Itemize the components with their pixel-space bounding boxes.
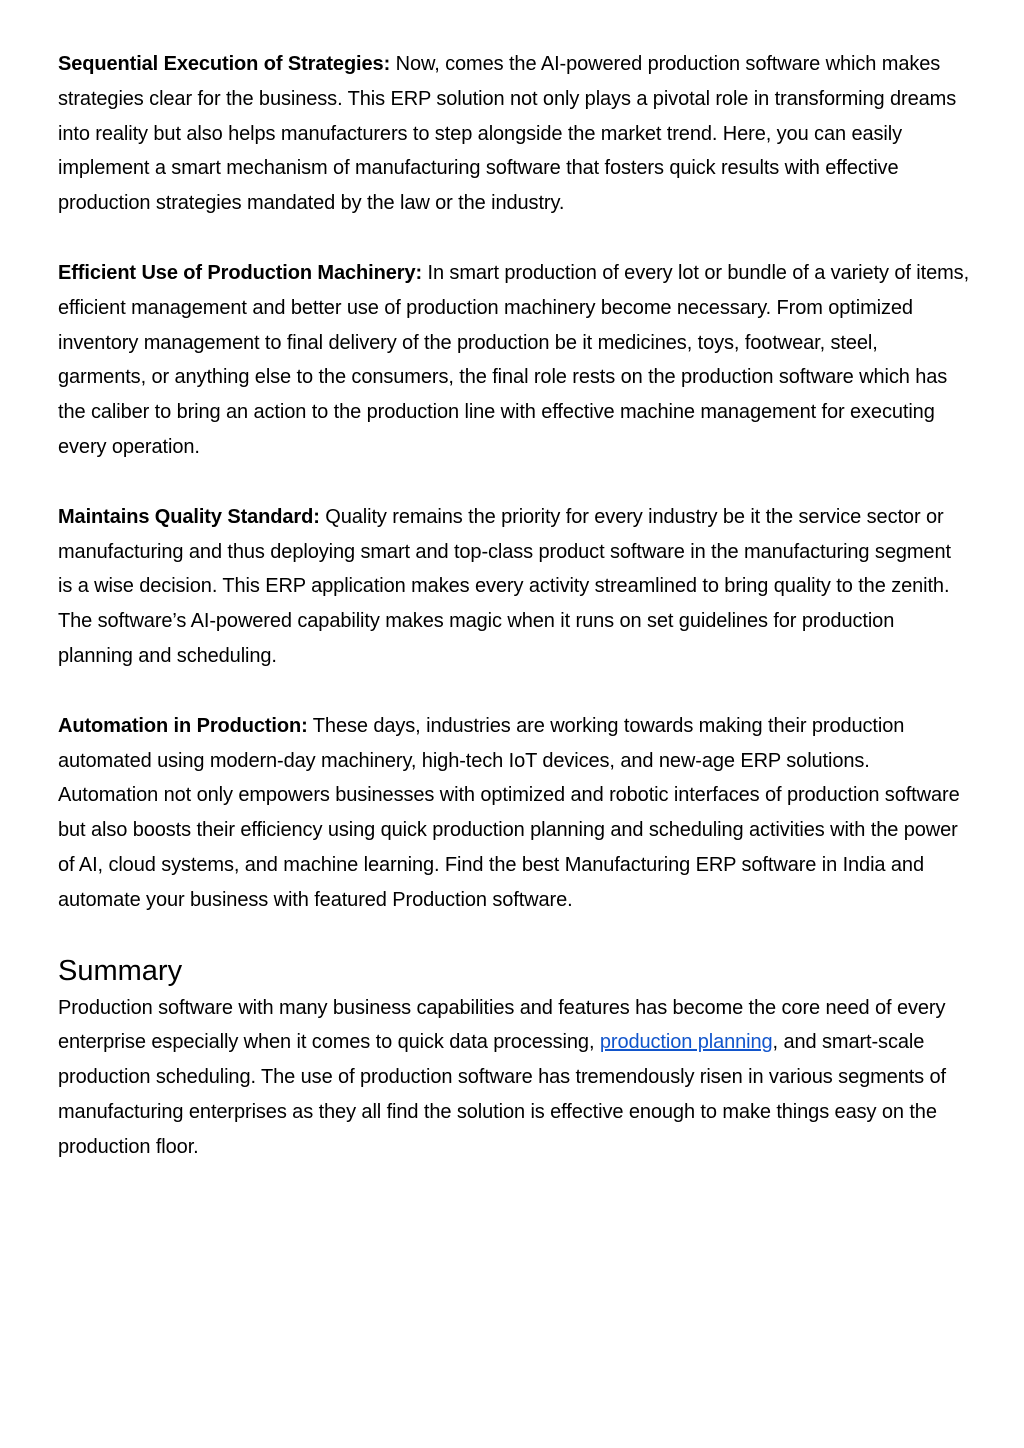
section-body: These days, industries are working towards making their production automated using modern-day machinery, high-tech IoT devices, and new-age ERP solutions. Automation not only empowers businesses with optimized and robotic interfaces of production software but also boosts their efficiency using quick production planning and scheduling activities with the power of AI, cloud systems, and machine learning. Find the best Manufacturing ERP software in India and automate your business with featured Production software. [58,714,960,911]
section-body: Quality remains the priority for every industry be it the service sector or manufacturing and thus deploying smart and top-class product software in the manufacturing segment is a wise decision. This ERP application makes every activity streamlined to bring quality to the zenith. The software’s AI-powered capability makes magic when it runs on set guidelines for production planning and scheduling. [58,505,951,667]
section-lead: Automation in Production: [58,714,308,737]
summary-text-before-link: Production software with many business capabilities and features has become the core need of every enterprise especially when it comes to quick data processing, [58,996,946,1054]
document-page [58,47,970,1165]
summary-text-after-link: , and smart-scale production scheduling. The use of production software has tremendously risen in various segments of manufacturing enterprises as they all find the solution is effective enough to make things easy on the production floor. [58,1031,947,1158]
section-efficient-machinery [58,256,970,465]
summary-heading: Summary [58,954,183,987]
section-body: Now, comes the AI-powered production software which makes strategies clear for the business. This ERP solution not only plays a pivotal role in transforming dreams into reality but also helps manufacturers to step alongside the market trend. Here, you can easily implement a smart mechanism of manufacturing software that fosters quick results with effective production strategies mandated by the law or the industry. [58,53,957,215]
section-sequential-execution [58,47,970,221]
section-lead: Efficient Use of Production Machinery: [58,261,423,284]
section-lead: Maintains Quality Standard: [58,505,320,528]
section-quality-standard [58,500,970,674]
summary-paragraph [58,991,970,1165]
section-body: In smart production of every lot or bundle of a variety of items, efficient management and better use of production machinery become necessary. From optimized inventory management to final delivery of the production be it medicines, toys, footwear, steel, garments, or anything else to the consumers, the final role rests on the production software which has the caliber to bring an action to the production line with effective machine management for executing every operation. [58,261,970,458]
section-lead: Sequential Execution of Strategies: [58,53,391,75]
section-automation [58,709,970,918]
production-planning-link[interactable]: production planning [599,1031,773,1054]
